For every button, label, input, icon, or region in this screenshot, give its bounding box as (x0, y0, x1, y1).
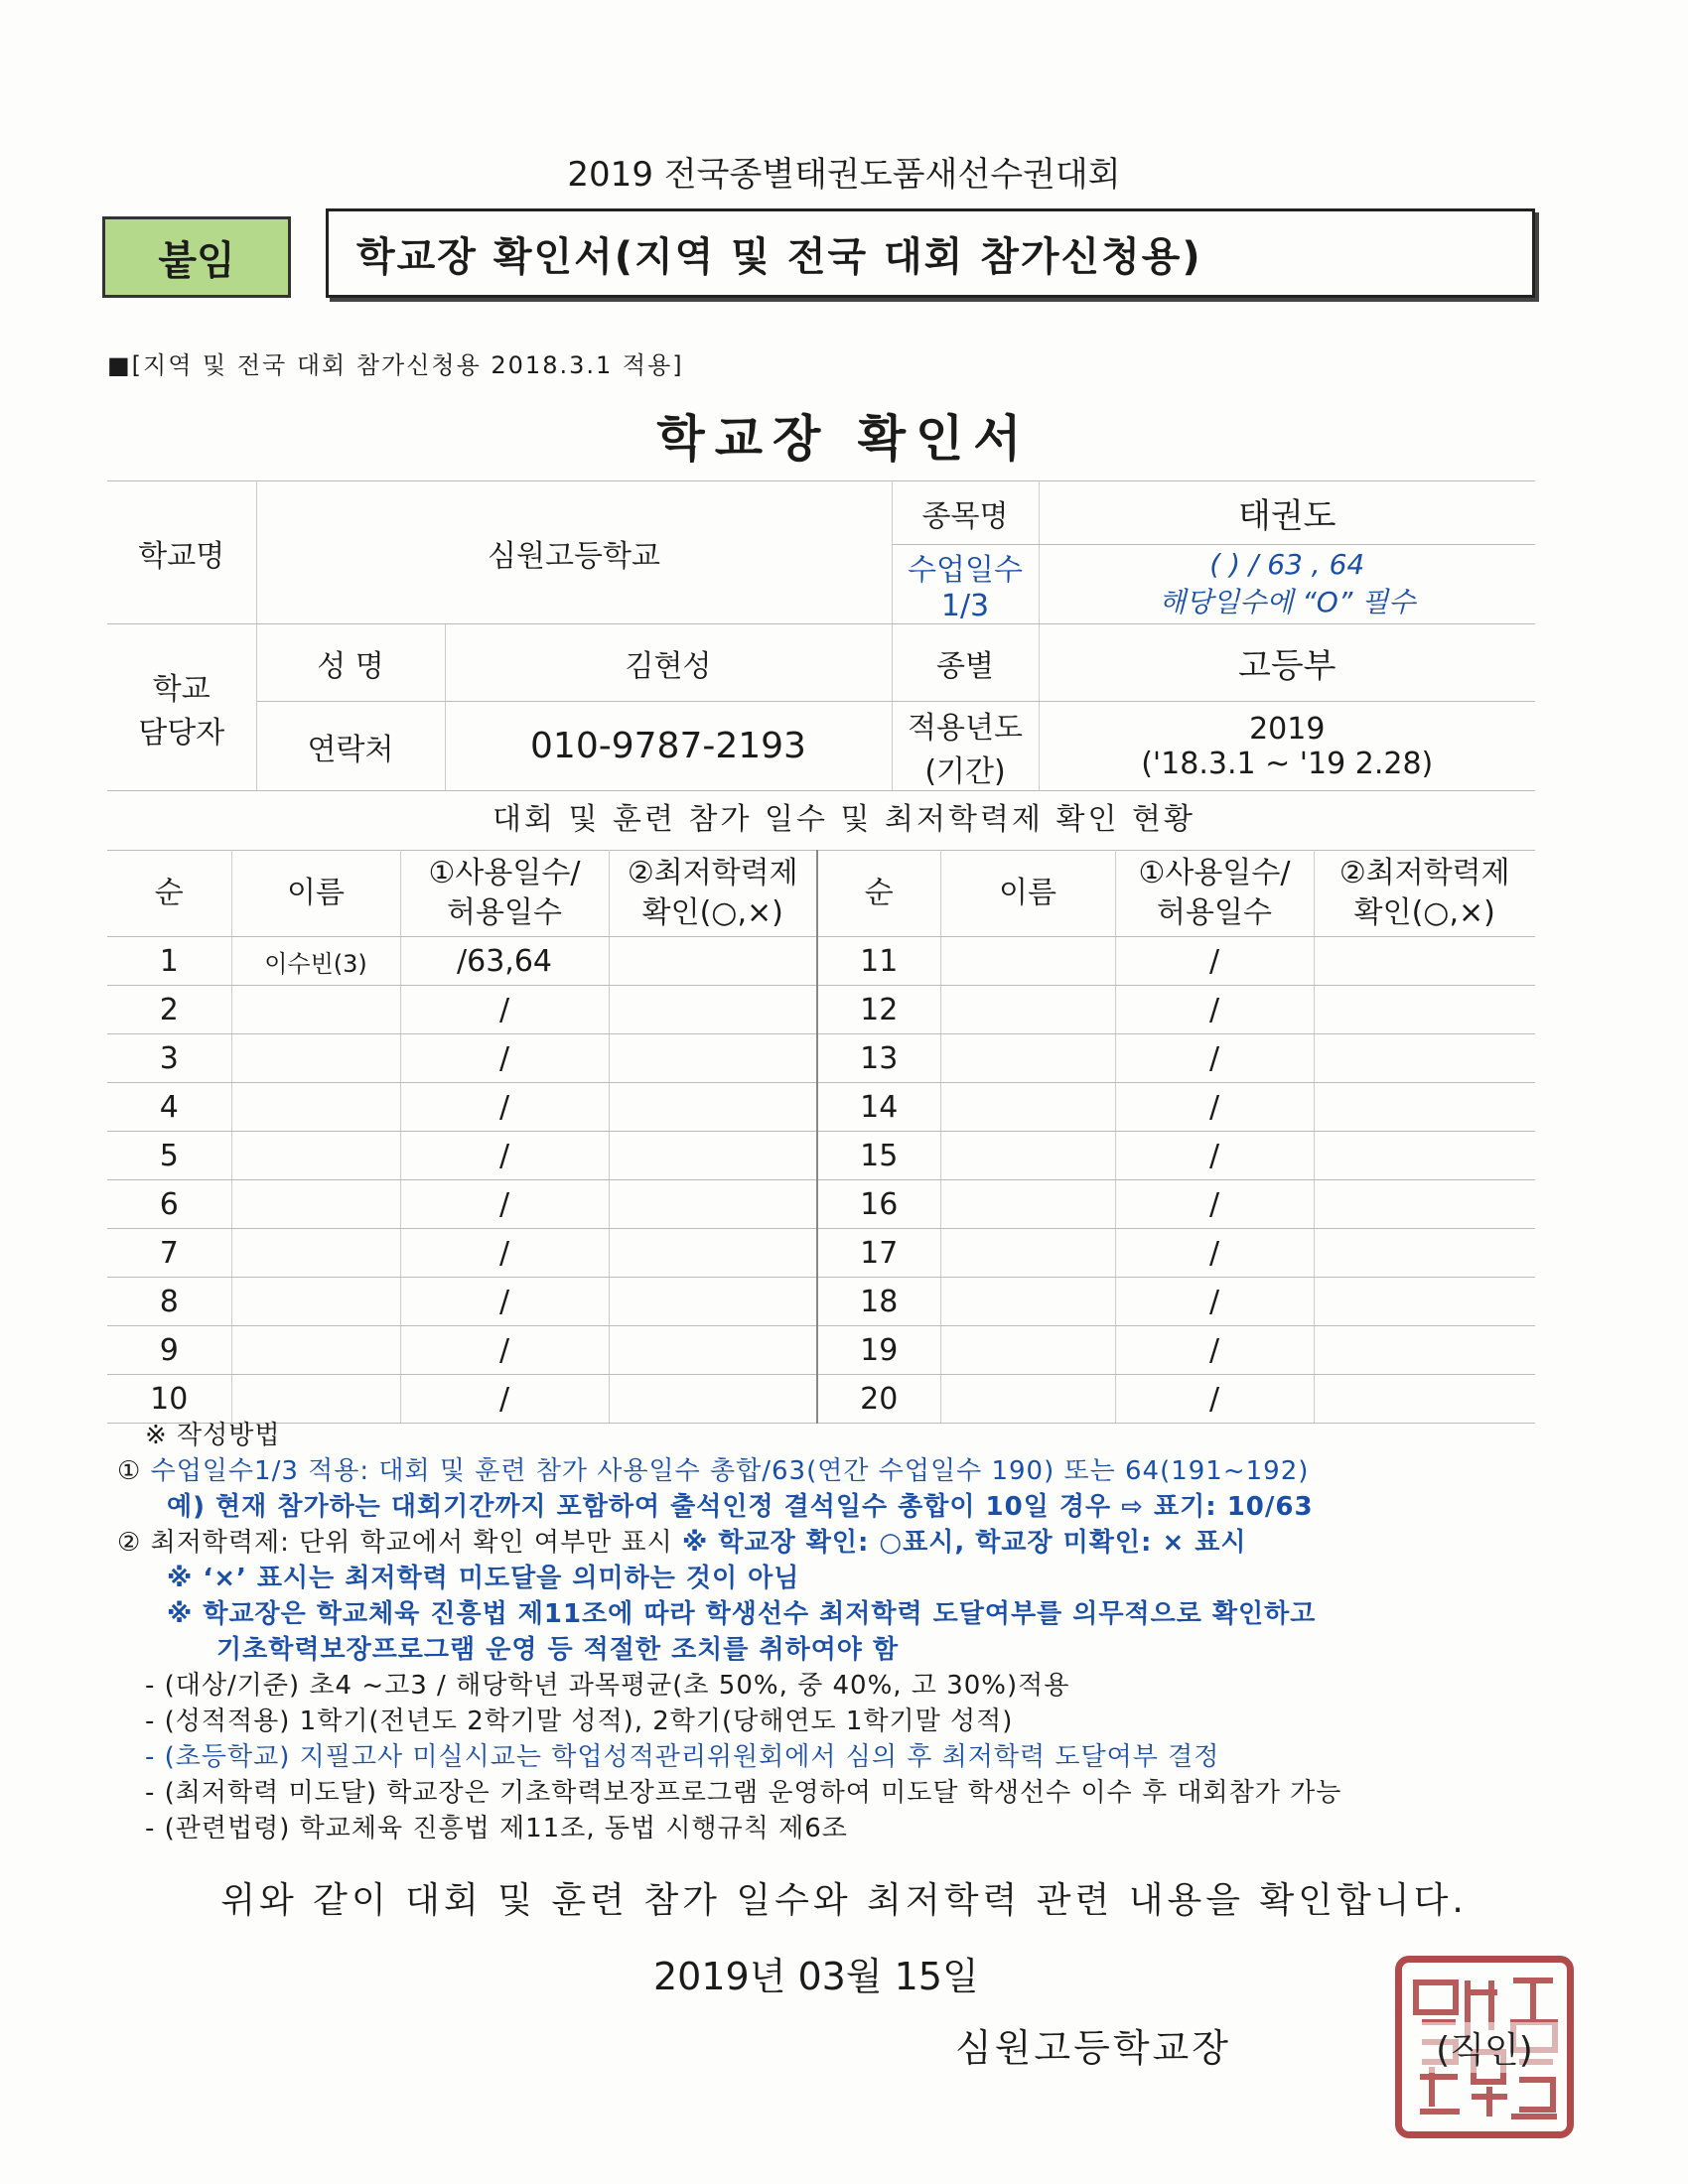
athlete-name-cell (231, 1326, 400, 1375)
class-days-value: ( ) / 63 , 64 해당일수에 “O” 필수 (1039, 545, 1535, 624)
athlete-name-cell (231, 1375, 400, 1424)
used-days-cell: /63,64 (400, 937, 609, 986)
sport-label: 종목명 (892, 481, 1039, 545)
contact-person-label: 학교 담당자 (107, 624, 256, 791)
athlete-name-cell (231, 986, 400, 1034)
year-value: 2019 ('18.3.1 ~ '19 2.28) (1039, 702, 1535, 791)
athlete-name-cell (940, 1229, 1115, 1278)
header-no: 순 (107, 851, 231, 937)
issue-date: 2019년 03월 15일 (653, 1955, 979, 1998)
athlete-name-cell (231, 1132, 400, 1180)
used-days-cell: / (1115, 1034, 1314, 1083)
used-days-cell: / (400, 1229, 609, 1278)
row-number-cell: 17 (817, 1229, 940, 1278)
used-days-cell: / (400, 1375, 609, 1424)
row-number-cell: 5 (107, 1132, 231, 1180)
note-1: ① 수업일수1/3 적용: 대회 및 훈련 참가 사용일수 총합/63(연간 수업일수 190) 또는 64(191~192) (117, 1456, 1310, 1486)
min-academic-check-cell (609, 1083, 817, 1132)
row-number-cell: 6 (107, 1180, 231, 1229)
used-days-cell: / (400, 1132, 609, 1180)
table-row (107, 1326, 1535, 1375)
row-number-cell: 12 (817, 986, 940, 1034)
header-min-academic: ②최저학력제 확인(○,×) (609, 851, 817, 937)
used-days-cell: / (1115, 1132, 1314, 1180)
min-academic-check-cell (609, 1034, 817, 1083)
athlete-name-cell (940, 1278, 1115, 1326)
used-days-cell: / (1115, 1375, 1314, 1424)
year-label: 적용년도 (기간) (892, 702, 1039, 791)
min-academic-check-cell (609, 937, 817, 986)
row-number-cell: 14 (817, 1083, 940, 1132)
row-number-cell: 9 (107, 1326, 231, 1375)
row-number-cell: 18 (817, 1278, 940, 1326)
form-title: 학교장 확인서(지역 및 전국 대회 참가신청용) (326, 208, 1535, 298)
principal-name: 심원고등학교장 (955, 2026, 1231, 2070)
athlete-name-cell (231, 1278, 400, 1326)
header-used-days: ①사용일수/ 허용일수 (400, 851, 609, 937)
used-days-cell: / (1115, 1180, 1314, 1229)
min-academic-check-cell (1314, 937, 1535, 986)
note-3: ※ ‘×’ 표시는 최저학력 미도달을 의미하는 것이 아님 (167, 1564, 800, 1593)
attachment-label: 붙임 (102, 216, 291, 298)
used-days-cell: / (1115, 1229, 1314, 1278)
notes-heading: ※ 작성방법 (145, 1421, 281, 1450)
row-number-cell: 16 (817, 1180, 940, 1229)
class-days-label: 수업일수 1/3 (892, 545, 1039, 624)
table-row (107, 1083, 1535, 1132)
seal-label: (직인) (1402, 2022, 1567, 2073)
row-number-cell: 10 (107, 1375, 231, 1424)
min-academic-check-cell (1314, 1180, 1535, 1229)
athlete-name-cell (231, 1083, 400, 1132)
name-value: 김현성 (445, 624, 892, 702)
used-days-cell: / (1115, 1083, 1314, 1132)
writing-instructions (117, 1418, 1557, 1846)
division-value: 고등부 (1039, 624, 1535, 702)
min-academic-check-cell (609, 1278, 817, 1326)
used-days-cell: / (1115, 986, 1314, 1034)
min-academic-check-cell (609, 986, 817, 1034)
min-academic-check-cell (609, 1375, 817, 1424)
athlete-name-cell (940, 1326, 1115, 1375)
official-seal-stamp (1395, 1956, 1574, 2138)
table-row (107, 1034, 1535, 1083)
used-days-cell: / (1115, 1326, 1314, 1375)
applied-note: ■[지역 및 전국 대회 참가신청용 2018.3.1 적용] (107, 351, 684, 379)
min-academic-check-cell (609, 1326, 817, 1375)
used-days-cell: / (400, 1278, 609, 1326)
note-4a: ※ 학교장은 학교체육 진흥법 제11조에 따라 학생선수 최저학력 도달여부를 의무적으로 확인하고 (167, 1599, 1317, 1629)
used-days-cell: / (400, 1034, 609, 1083)
note-1-example: 예) 현재 참가하는 대회기간까지 포함하여 출석인정 결석일수 총합이 10일 경우 ⇨ 표기: 10/63 (167, 1492, 1314, 1522)
row-number-cell: 8 (107, 1278, 231, 1326)
row-number-cell: 3 (107, 1034, 231, 1083)
name-label: 성 명 (256, 624, 445, 702)
used-days-cell: / (1115, 1278, 1314, 1326)
detail-5: - (관련법령) 학교체육 진흥법 제11조, 동법 시행규칙 제6조 (145, 1814, 848, 1843)
detail-2: - (성적적용) 1학기(전년도 2학기말 성적), 2학기(당해연도 1학기말 성적) (145, 1706, 1014, 1736)
table-row (107, 1132, 1535, 1180)
header-name: 이름 (231, 851, 400, 937)
min-academic-check-cell (1314, 1083, 1535, 1132)
athlete-name-cell (940, 1180, 1115, 1229)
row-number-cell: 13 (817, 1034, 940, 1083)
row-number-cell: 19 (817, 1326, 940, 1375)
athlete-name-cell (940, 937, 1115, 986)
school-name: 심원고등학교 (256, 481, 892, 624)
division-label: 종별 (892, 624, 1039, 702)
phone-value: 010-9787-2193 (445, 702, 892, 791)
min-academic-check-cell (1314, 1278, 1535, 1326)
min-academic-check-cell (609, 1132, 817, 1180)
phone-label: 연락처 (256, 702, 445, 791)
athlete-name-cell (231, 1229, 400, 1278)
min-academic-check-cell (1314, 1326, 1535, 1375)
row-number-cell: 1 (107, 937, 231, 986)
sport-value: 태권도 (1039, 481, 1535, 545)
detail-1: - (대상/기준) 초4 ~고3 / 해당학년 과목평균(초 50%, 중 40%, 고 30%)적용 (145, 1671, 1070, 1701)
athlete-name-cell (940, 1083, 1115, 1132)
athlete-name-cell (231, 1180, 400, 1229)
min-academic-check-cell (609, 1180, 817, 1229)
used-days-cell: / (400, 1083, 609, 1132)
doc-title: 학교장 확인서 (656, 410, 1032, 468)
min-academic-check-cell (609, 1229, 817, 1278)
athlete-name-cell: 이수빈(3) (231, 937, 400, 986)
confirm-statement: 위와 같이 대회 및 훈련 참가 일수와 최저학력 관련 내용을 확인합니다. (220, 1880, 1468, 1921)
min-academic-check-cell (1314, 1132, 1535, 1180)
athlete-name-cell (231, 1034, 400, 1083)
header-name: 이름 (940, 851, 1115, 937)
table-row (107, 1278, 1535, 1326)
athlete-name-cell (940, 1034, 1115, 1083)
detail-4: - (최저학력 미도달) 학교장은 기초학력보장프로그램 운영하여 미도달 학생선수 이수 후 대회참가 가능 (145, 1778, 1342, 1808)
header-used-days: ①사용일수/ 허용일수 (1115, 851, 1314, 937)
table-row (107, 1375, 1535, 1424)
row-number-cell: 2 (107, 986, 231, 1034)
min-academic-check-cell (1314, 1034, 1535, 1083)
row-number-cell: 15 (817, 1132, 940, 1180)
table-row (107, 1180, 1535, 1229)
event-title: 2019 전국종별태권도품새선수권대회 (567, 155, 1121, 195)
athlete-name-cell (940, 986, 1115, 1034)
table-row (107, 986, 1535, 1034)
row-number-cell: 11 (817, 937, 940, 986)
roster-table (107, 850, 1535, 1424)
used-days-cell: / (400, 1326, 609, 1375)
detail-3: - (초등학교) 지필고사 미실시교는 학업성적관리위원회에서 심의 후 최저학력 도달여부 결정 (145, 1742, 1220, 1772)
school-name-label: 학교명 (107, 481, 256, 624)
table-row (107, 937, 1535, 986)
header-no: 순 (817, 851, 940, 937)
table-row (107, 1229, 1535, 1278)
row-number-cell: 20 (817, 1375, 940, 1424)
min-academic-check-cell (1314, 1375, 1535, 1424)
min-academic-check-cell (1314, 1229, 1535, 1278)
used-days-cell: / (1115, 937, 1314, 986)
athlete-name-cell (940, 1375, 1115, 1424)
roster-section-title: 대회 및 훈련 참가 일수 및 최저학력제 확인 현황 (492, 802, 1196, 837)
row-number-cell: 7 (107, 1229, 231, 1278)
min-academic-check-cell (1314, 986, 1535, 1034)
used-days-cell: / (400, 986, 609, 1034)
athlete-name-cell (940, 1132, 1115, 1180)
note-2: ② 최저학력제: 단위 학교에서 확인 여부만 표시 ※ 학교장 확인: ○표시, 학교장 미확인: × 표시 (117, 1528, 1247, 1558)
note-4b: 기초학력보장프로그램 운영 등 적절한 조치를 취하여야 함 (216, 1635, 900, 1665)
header-min-academic: ②최저학력제 확인(○,×) (1314, 851, 1535, 937)
school-info-table (107, 480, 1535, 791)
used-days-cell: / (400, 1180, 609, 1229)
row-number-cell: 4 (107, 1083, 231, 1132)
